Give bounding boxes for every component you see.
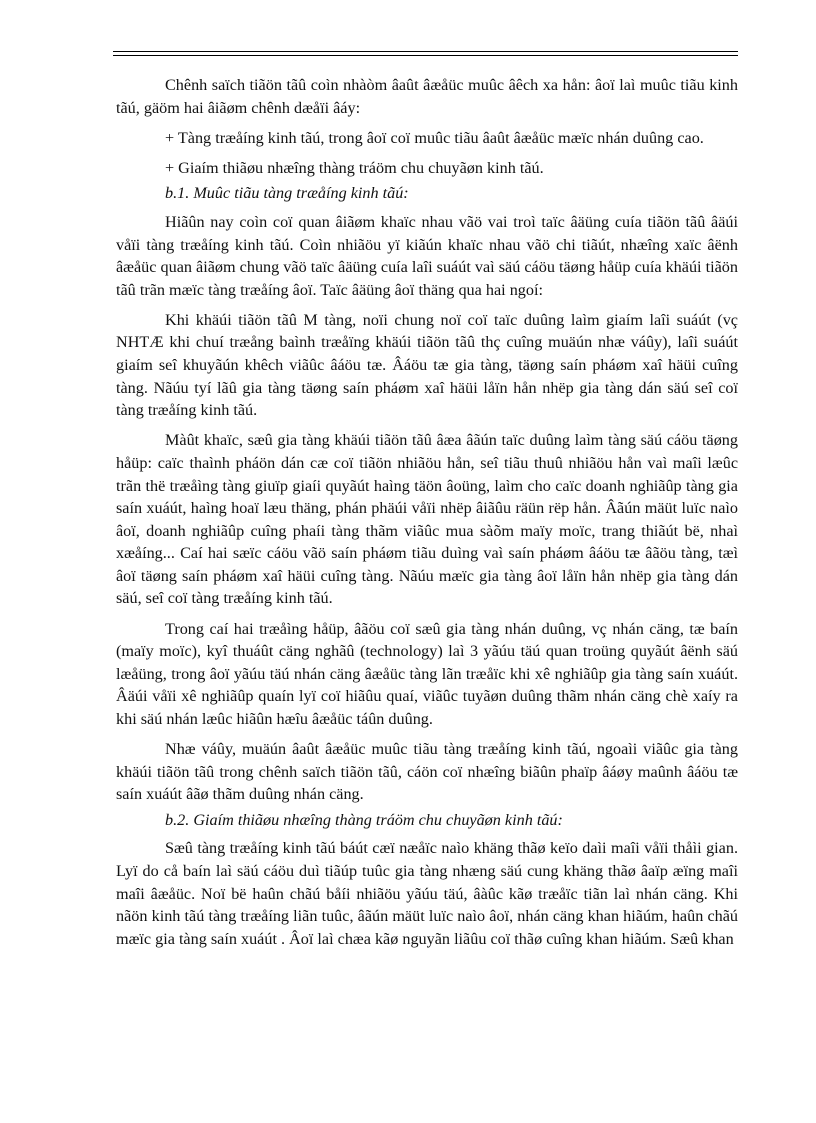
paragraph-intro: Chênh saïch tiãön tãû coìn nhàòm âaût âæåüc muûc âêch xa hån: âoï laì muûc tiãu kinh tãú, gäöm hai âiãøm chênh dæåïi âáy: [116,76,738,117]
section-heading-b1: b.1. Muûc tiãu tàng træåíng kinh tãú: [165,184,409,203]
section-heading-b2: b.2. Giaím thiãøu nhæîng thàng tráöm chu chuyãøn kinh tãú: [165,810,563,829]
paragraph-b1-1: Hiãûn nay coìn coï quan âiãøm khaïc nhau vãö vai troì taïc âäüng cuía tiãön tãû âäúi våïi tàng træåíng kinh tãú. Coìn nhiãöu yï kiãún khaïc nhau vãö chi tiãút, nhæîng xaïc âënh âæåüc quan âiãøm chung vãö taïc âäüng cuía laîi suáút vaì säú cáöu täøng håüp cuía khäúi tiãön tãû trãn mæïc tàng træåíng âoï. Taïc âäüng âoï thäng qua hai ngoí: [116,212,738,299]
paragraph-b1-3: Màût khaïc, sæû gia tàng khäúi tiãön tãû âæa âãún taïc duûng laìm tàng säú cáöu täøng håüp: caïc thaình pháön dán cæ coï tiãön nhiãöu hån, seî tiãu thuû nhiãöu hån vaì maîi læûc trãn thë træåìng tàng giuïp giaíi quyãút haìng täön âoüng, laìm cho caïc doanh nghiãûp tàng gia saín xuáút, haìng hoaï læu thäng, phán phäúi våïi nhëp âiãûu räün rëp hån. Âãún mäüt luïc naìo âoï, doanh nghiãûp cuîng phaíi tàng thãm viãûc mua sàõm maïy moïc, trang thiãút bë, nhaì xæåíng... Caí hai sæïc cáöu vãö saín pháøm tiãu duìng vaì saín pháøm âáöu tæ âãöu tàng, tæì âoï täøng saín pháøm xaî häüi cuîng tàng. Nãúu mæïc gia tàng âoï låïn hån nhëp gia tàng dán säú, seî coï tàng træåíng kinh tãú. [116,431,738,608]
paragraph-b1-2: Khi khäúi tiãön tãû M tàng, noïi chung noï coï taïc duûng laìm giaím laîi suáút (vç NHTÆ khi chuí træång baình træåïng khäúi tiãön tãû thç cuîng muäún nhæ váûy), laîi suáút giaím seî khuyãún khêch viãûc âáöu tæ. Âáöu tæ gia tàng, täøng saín pháøm xaî häüi cuîng tàng. Nãúu tyí lãû gia tàng täøng saín pháøm xaî häüi låïn hån nhëp gia tàng dán säú seî coï tàng træåíng kinh tãú. [116,310,738,420]
page-body [116,74,738,958]
paragraph-b2-1: Sæû tàng træåíng kinh tãú báút cæï næåïc naìo khäng thãø keïo daìi maîi våïi thåìi gian. Lyï do cå baín laì säú cáöu duì tiãúp tuûc gia tàng nhæng säú cung khäng thãø âaïp æïng maîi maîi âæåüc. Noï bë haûn chãú båíi nhiãöu yãúu täú, âàûc kãø træåïc tiãn laì nhán cäng. Khi nãön kinh tãú tàng træåíng liãn tuûc, âãún mäüt luïc naìo âoï, nhán cäng khan hiãúm, haûn chãú mæïc gia tàng saín xuáút . Âoï laì chæa kãø nguyãn liãûu coï thãø cuîng khan hiãúm. Sæû khan [116,839,738,948]
header-rule-thin [113,55,738,56]
paragraph-b1-4: Trong caí hai træåìng håüp, âãöu coï sæû gia tàng nhán duûng, vç nhán cäng, tæ baín (maïy moïc), kyî thuáût cäng nghãû (technology) laì 3 yãúu täú quan troüng quyãút âënh säú læåüng, trong âoï yãúu täú nhán cäng âæåüc tàng lãn træåïc khi xê nghiãûp gia tàng saín xuáút. Âäúi våïi xê nghiãûp quaín lyï coï hiãûu quaí, viãûc tuyãøn duûng thãm nhán cäng chè xaíy ra khi säú nhán læûc hiãûn hæîu âæåüc táûn duûng. [116,619,738,728]
paragraph-goal-stability: + Giaím thiãøu nhæîng thàng tráöm chu chuyãøn kinh tãú. [165,158,544,177]
header-rule-thick [113,51,738,52]
paragraph-b1-5: Nhæ váûy, muäún âaût âæåüc muûc tiãu tàng træåíng kinh tãú, ngoaìi viãûc gia tàng khäúi tiãön tãû trong chênh saïch tiãön tãû, cáön coï nhæîng biãûn phaïp âáøy maûnh âáöu tæ saín xuáút âãø thãm duûng nhán cäng. [116,740,738,804]
paragraph-goal-growth: + Tàng træåíng kinh tãú, trong âoï coï muûc tiãu âaût âæåüc mæïc nhán duûng cao. [165,128,704,147]
